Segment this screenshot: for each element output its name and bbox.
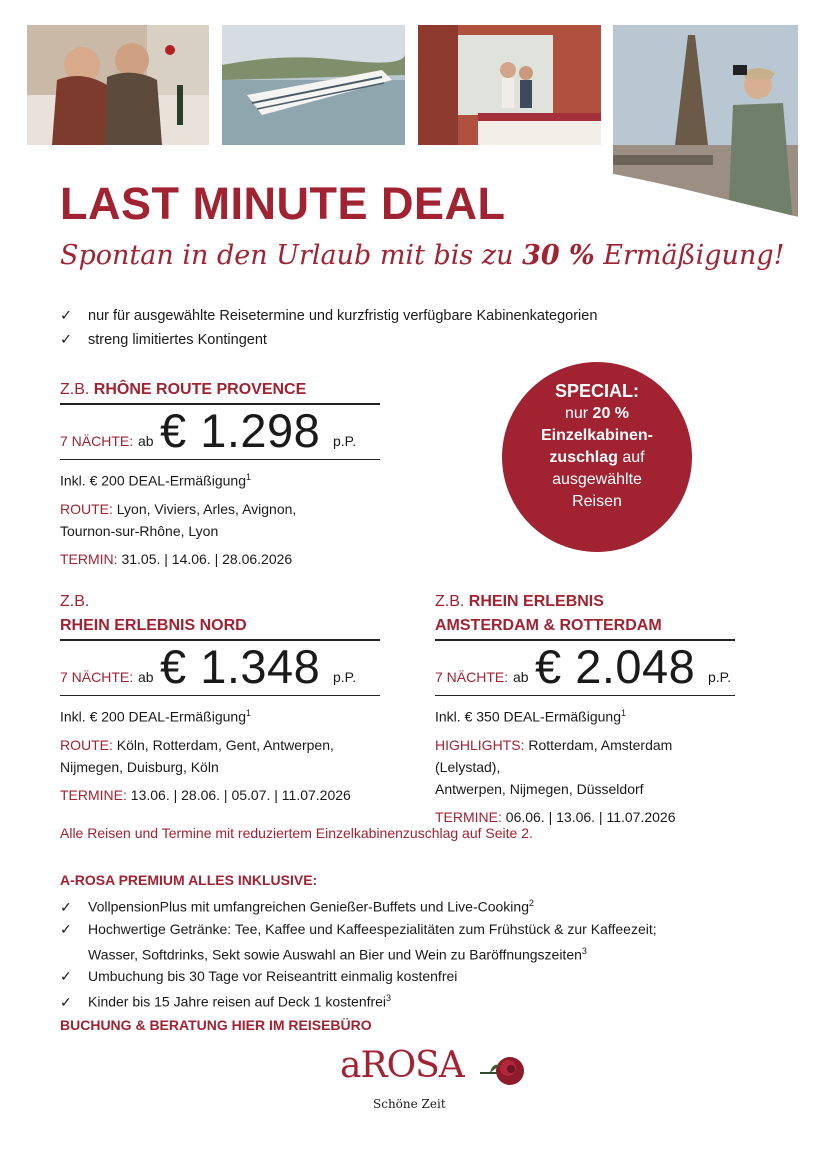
inclusive-heading: A-ROSA PREMIUM ALLES INKLUSIVE:: [60, 872, 318, 888]
divider: [435, 695, 735, 697]
checkmark-icon: ✓: [60, 993, 72, 1010]
list-item: ✓ Kinder bis 15 Jahre reisen auf Deck 1 kostenfrei$^3$: [60, 987, 657, 1013]
price: € 2.048: [535, 639, 696, 693]
route-text: ROUTE: Köln, Rotterdam, Gent, Antwerpen, Nijmegen, Duisburg, Köln: [60, 736, 334, 775]
route-text: ROUTE: Lyon, Viviers, Arles, Avignon, Tournon-sur-Rhône, Lyon: [60, 500, 297, 539]
per-person-label: p.P.: [708, 668, 732, 685]
price: € 1.348: [160, 639, 321, 693]
per-person-label: p.P.: [333, 668, 357, 685]
list-item: ✓ Hochwertige Getränke: Tee, Kaffee und Kaffeespezialitäten zum Frühstück & zur Kaffeezeit;: [60, 918, 657, 940]
inclusive-list: [60, 892, 657, 1013]
page-subtitle: Spontan in den Urlaub mit bis zu 30 % Ermäßigung!: [60, 240, 785, 271]
intro-check-list: [60, 304, 597, 352]
list-item: ✓ Umbuchung bis 30 Tage vor Reiseantritt einmalig kostenfrei: [60, 965, 657, 987]
checkmark-icon: ✓: [60, 332, 73, 348]
price-row: [60, 641, 380, 691]
nights-label: 7 NÄCHTE:: [60, 432, 134, 449]
divider: [60, 459, 380, 461]
special-badge: SPECIAL: nur 20 % Einzelkabinen- zuschlag auf ausgewählte Reisen: [502, 362, 692, 552]
seite-2-note: Alle Reisen und Termine mit reduziertem Einzelkabinenzuschlag auf Seite 2.: [60, 825, 533, 841]
checkmark-icon: ✓: [60, 898, 72, 915]
logo-tagline: Schöne Zeit: [373, 1097, 446, 1111]
deal-rhone: [60, 378, 380, 570]
per-person-label: p.P.: [333, 432, 357, 449]
page-title: LAST MINUTE DEAL: [60, 178, 506, 229]
deal-header: Z.B. RHÔNE ROUTE PROVENCE: [60, 381, 307, 398]
ab-label: ab: [138, 668, 154, 685]
price: € 1.298: [160, 403, 321, 457]
checkmark-icon: ✓: [60, 308, 73, 324]
ab-label: ab: [513, 668, 529, 685]
list-item: ✓ nur für ausgewählte Reisetermine und kurzfristig verfügbare Kabinenkategorien: [60, 304, 597, 328]
nights-label: 7 NÄCHTE:: [60, 668, 134, 685]
logo-wordmark: aROSA: [340, 1045, 464, 1086]
checkmark-icon: ✓: [60, 968, 72, 985]
booking-heading: BUCHUNG & BERATUNG HIER IM REISEBÜRO: [60, 1017, 372, 1033]
divider: [60, 695, 380, 697]
list-item: ✓ streng limitiertes Kontingent: [60, 328, 597, 352]
discount-text: Inkl. € 350 DEAL-Ermäßigung$^1$: [435, 708, 626, 725]
price-row: [60, 405, 380, 455]
ab-label: ab: [138, 432, 154, 449]
dates-text: TERMINE: 13.06. | 28.06. | 05.07. | 11.07.2026: [60, 786, 351, 803]
dates-text: TERMIN: 31.05. | 14.06. | 28.06.2026: [60, 550, 293, 567]
nights-label: 7 NÄCHTE:: [435, 668, 509, 685]
dates-text: TERMINE: 06.06. | 13.06. | 11.07.2026: [435, 808, 676, 825]
list-item-continuation: Wasser, Softdrinks, Sekt sowie Auswahl an Bier und Wein zu Baröffnungszeiten$^3$: [88, 945, 587, 963]
discount-text: Inkl. € 200 DEAL-Ermäßigung$^1$: [60, 472, 251, 489]
arosa-logo: [340, 1045, 540, 1115]
checkmark-icon: ✓: [60, 920, 72, 937]
deal-header: Z.B. RHEIN ERLEBNIS NORD: [60, 593, 247, 634]
price-row: [435, 641, 735, 691]
deal-rhein-amsterdam: [435, 590, 735, 828]
deal-header: Z.B. RHEIN ERLEBNIS AMSTERDAM & ROTTERDAM: [435, 593, 662, 634]
highlights-text: HIGHLIGHTS: Rotterdam, Amsterdam (Lelystad), Antwerpen, Nijmegen, Düsseldorf: [435, 736, 673, 797]
deal-rhein-nord: [60, 590, 380, 806]
list-item: ✓ VollpensionPlus mit umfangreichen Genießer-Buffets und Live-Cooking$^2$: [60, 892, 657, 918]
discount-text: Inkl. € 200 DEAL-Ermäßigung$^1$: [60, 708, 251, 725]
rose-icon: [480, 1051, 526, 1091]
